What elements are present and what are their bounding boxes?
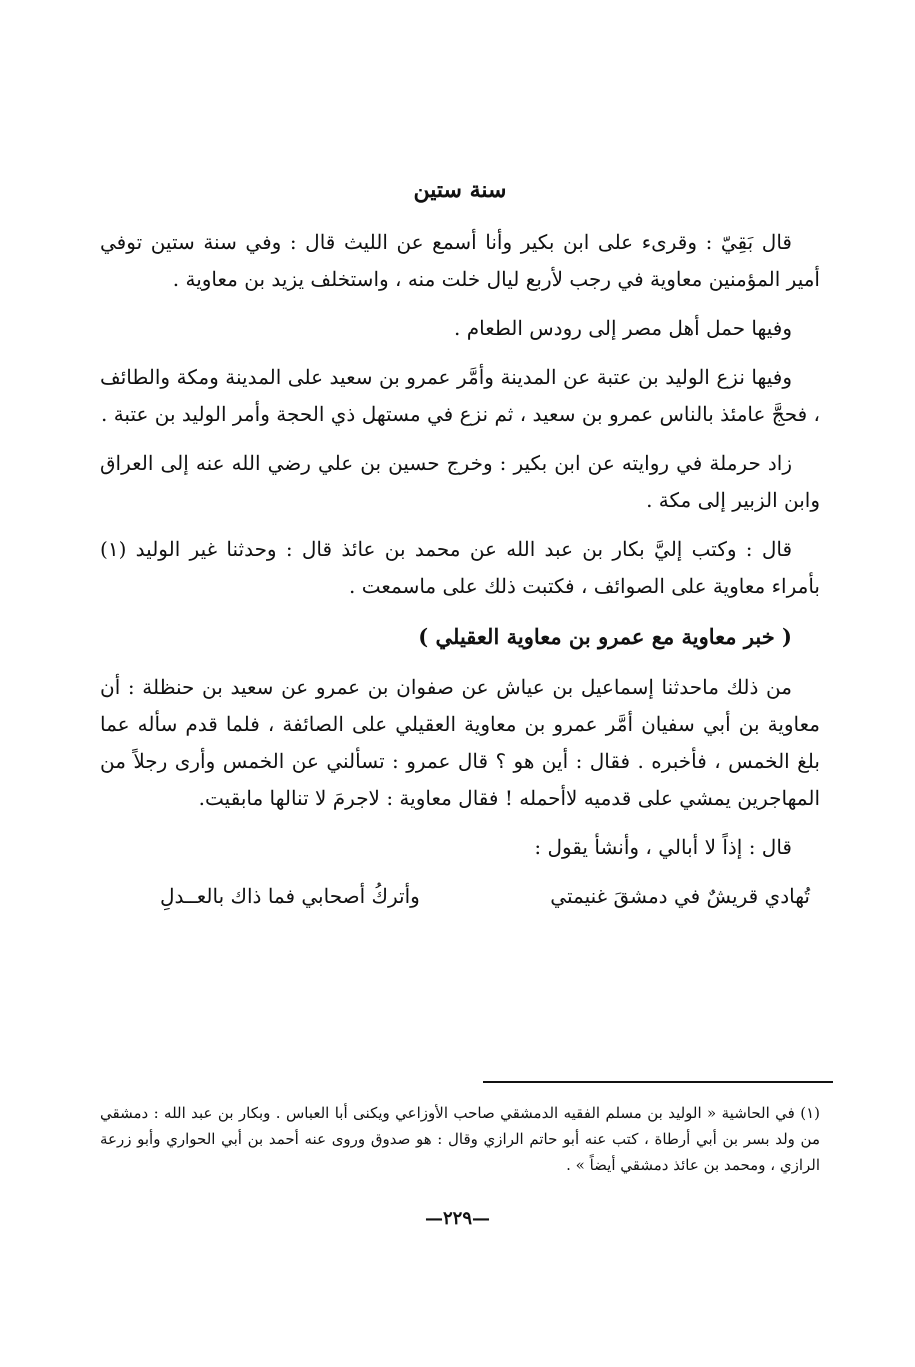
page-body [100, 170, 820, 916]
poem-intro: قال : إذاً لا أبالي ، وأنشأ يقول : [534, 835, 792, 859]
paragraph: زاد حرملة في روايته عن ابن بكير : وخرج حسين بن علي رضي الله عنه إلى العراق وابن الزبير إلى مكة . [100, 451, 820, 512]
section-heading: ( خبر معاوية مع عمرو بن معاوية العقيلي ) [418, 624, 792, 649]
footnote-divider [483, 1081, 833, 1083]
paragraph: وفيها حمل أهل مصر إلى رودس الطعام . [454, 316, 792, 340]
verse-first-hemistich: تُهادي قريشٌ في دمشقَ غنيمتي [550, 884, 810, 908]
footnote: (١) في الحاشية « الوليد بن مسلم الفقيه الدمشقي صاحب الأوزاعي ويكنى أبا العباس . وبكار بن عبد الله : دمشقي من ولد بسر بن أبي أرطاة ، كتب عنه أبو حاتم الرازي وقال : هو صدوق وروى عنه أحمد بن أبي الحواري وأبو زرعة الرازي ، ومحمد بن عائذ دمشقي أيضاً » . [100, 1104, 820, 1174]
page-title: سنة ستين [413, 177, 507, 203]
poem-verse [160, 876, 810, 916]
page-number: —٢٢٩— [424, 1208, 490, 1229]
paragraph: قال بَقِيّ : وقرىء على ابن بكير وأنا أسمع عن الليث قال : وفي سنة ستين توفي أمير المؤمنين معاوية في رجب لأربع ليال خلت منه ، واستخلف يزيد بن معاوية . [100, 230, 820, 291]
verse-second-hemistich: وأتركُ أصحابي فما ذاك بالعــدلِ [160, 884, 420, 908]
paragraph: قال : وكتب إليَّ بكار بن عبد الله عن محمد بن عائذ قال : وحدثنا غير الوليد (١) بأمراء معاوية على الصوائف ، فكتبت ذلك على ماسمعت . [100, 537, 820, 598]
paragraph: وفيها نزع الوليد بن عتبة عن المدينة وأمَّر عمرو بن سعيد على المدينة ومكة والطائف ، فحجَّ عامئذ بالناس عمرو بن سعيد ، ثم نزع في مستهل ذي الحجة وأمر الوليد بن عتبة . [100, 365, 820, 426]
section-paragraph: من ذلك ماحدثنا إسماعيل بن عياش عن صفوان بن عمرو عن سعيد بن حنظلة : أن معاوية بن أبي سفيان أمَّر عمرو بن معاوية العقيلي على الصائفة ، فلما قدم سأله عما بلغ الخمس ، فأخبره . فقال : أين هو ؟ قال عمرو : تسألني عن الخمس وأرى رجلاً من المهاجرين يمشي على قدميه لاأحمله ! فقال معاوية : لاجرمَ لا تنالها مابقيت. [100, 675, 820, 810]
